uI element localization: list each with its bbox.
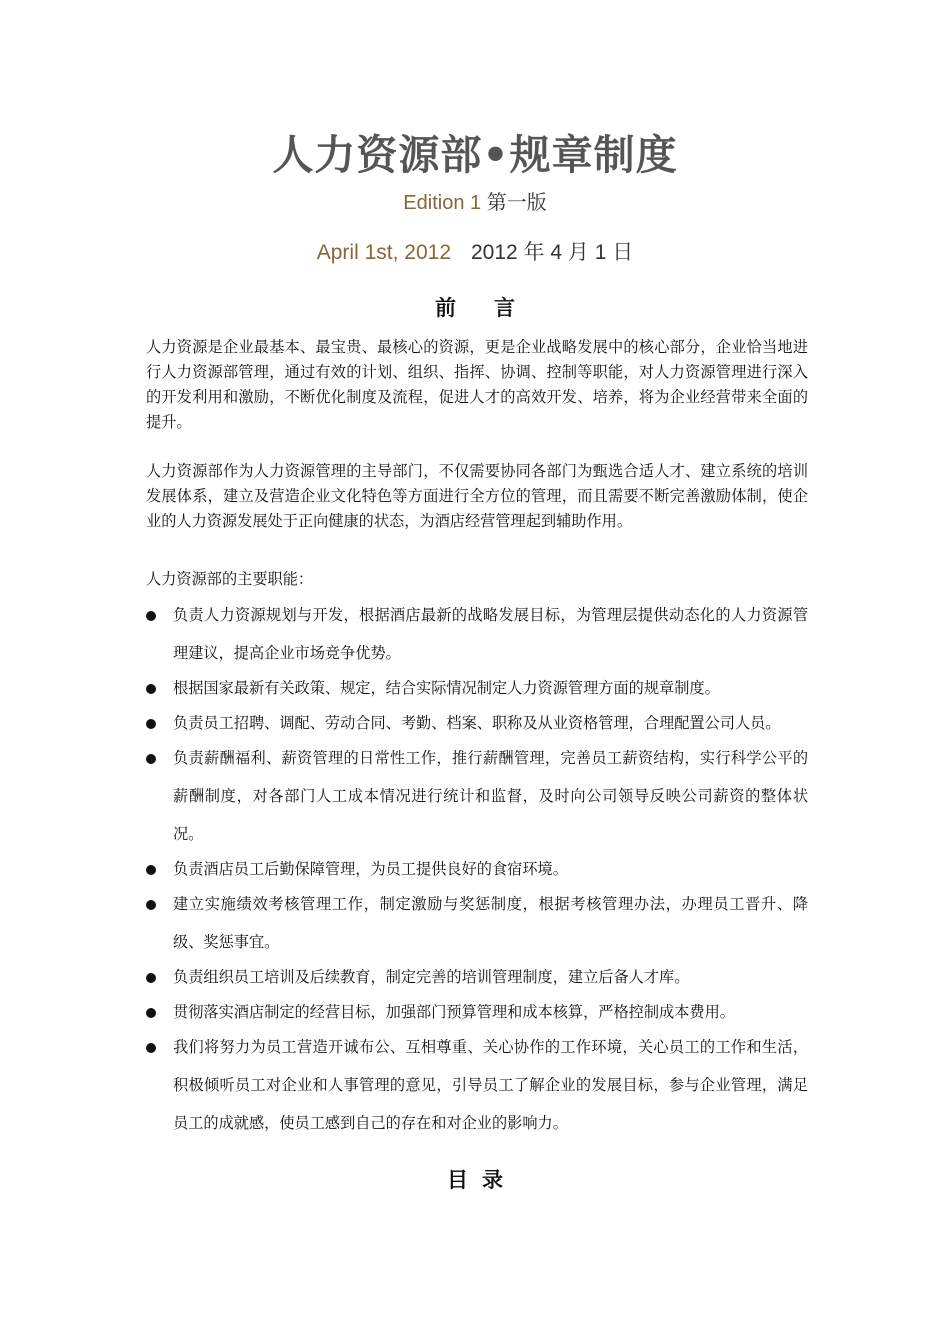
bullet-dot-icon (146, 865, 156, 875)
preface-heading: 前言 (435, 295, 553, 320)
document-title: 人力资源部•规章制度 (272, 131, 678, 179)
date-cn: 2012 年 4 月 1 日 (471, 241, 634, 264)
list-item-text: 贯彻落实酒店制定的经营目标，加强部门预算管理和成本核算，严格控制成本费用。 (173, 1003, 735, 1021)
list-item-text: 负责员工招聘、调配、劳动合同、考勤、档案、职称及从业资格管理，合理配置公司人员。 (173, 714, 781, 732)
bullet-dot-icon (146, 611, 156, 621)
functions-list (146, 596, 808, 1139)
list-item-text: 负责酒店员工后勤保障管理，为员工提供良好的食宿环境。 (173, 860, 568, 878)
functions-label: 人力资源部的主要职能： (146, 570, 314, 588)
list-item (146, 1028, 808, 1142)
toc-heading: 目录 (447, 1167, 517, 1192)
bullet-dot-icon (146, 754, 156, 764)
list-item (146, 850, 808, 888)
list-item-text: 负责组织员工培训及后续教育，制定完善的培训管理制度，建立后备人才库。 (173, 968, 690, 986)
edition-line (0, 186, 950, 215)
list-item (146, 669, 808, 707)
list-item-text: 负责薪酬福利、薪资管理的日常性工作，推行薪酬管理，完善员工薪资结构，实行科学公平的薪酬制度，对各部门人工成本情况进行统计和监督，及时向公司领导反映公司薪资的整体状况。 (173, 749, 808, 843)
list-item-text: 建立实施绩效考核管理工作，制定激励与奖惩制度，根据考核管理办法，办理员工晋升、降级、奖惩事宜。 (173, 895, 808, 951)
list-item (146, 704, 808, 742)
edition-en: Edition 1 (403, 192, 482, 214)
list-item (146, 739, 808, 853)
bullet-dot-icon (146, 1043, 156, 1053)
bullet-dot-icon (146, 900, 156, 910)
bullet-dot-icon (146, 719, 156, 729)
bullet-dot-icon (146, 973, 156, 983)
bullet-dot-icon (146, 1008, 156, 1018)
list-item (146, 885, 808, 961)
preface-paragraph-1: 人力资源是企业最基本、最宝贵、最核心的资源，更是企业战略发展中的核心部分，企业恰当地进行人力资源部管理，通过有效的计划、组织、指挥、协调、控制等职能，对人力资源管理进行深入的开发利用和激励，不断优化制度及流程，促进人才的高效开发、培养，将为企业经营带来全面的提升。 (146, 338, 808, 431)
preface-paragraph-2: 人力资源部作为人力资源管理的主导部门，不仅需要协同各部门为甄选合适人才、建立系统的培训发展体系，建立及营造企业文化特色等方面进行全方位的管理，而且需要不断完善激励体制，使企业的人力资源发展处于正向健康的状态，为酒店经营管理起到辅助作用。 (146, 462, 808, 530)
list-item (146, 958, 808, 996)
list-item (146, 993, 808, 1031)
date-en: April 1st, 2012 (316, 241, 451, 264)
date-line (0, 236, 950, 266)
list-item-text: 我们将努力为员工营造开诚布公、互相尊重、关心协作的工作环境，关心员工的工作和生活，积极倾听员工对企业和人事管理的意见，引导员工了解企业的发展目标，参与企业管理，满足员工的成就感，使员工感到自己的存在和对企业的影响力。 (173, 1038, 808, 1132)
list-item-text: 根据国家最新有关政策、规定，结合实际情况制定人力资源管理方面的规章制度。 (173, 679, 720, 697)
edition-cn: 第一版 (481, 192, 547, 214)
list-item-text: 负责人力资源规划与开发，根据酒店最新的战略发展目标，为管理层提供动态化的人力资源管理建议，提高企业市场竞争优势。 (173, 606, 808, 662)
bullet-dot-icon (146, 684, 156, 694)
list-item (146, 596, 808, 672)
